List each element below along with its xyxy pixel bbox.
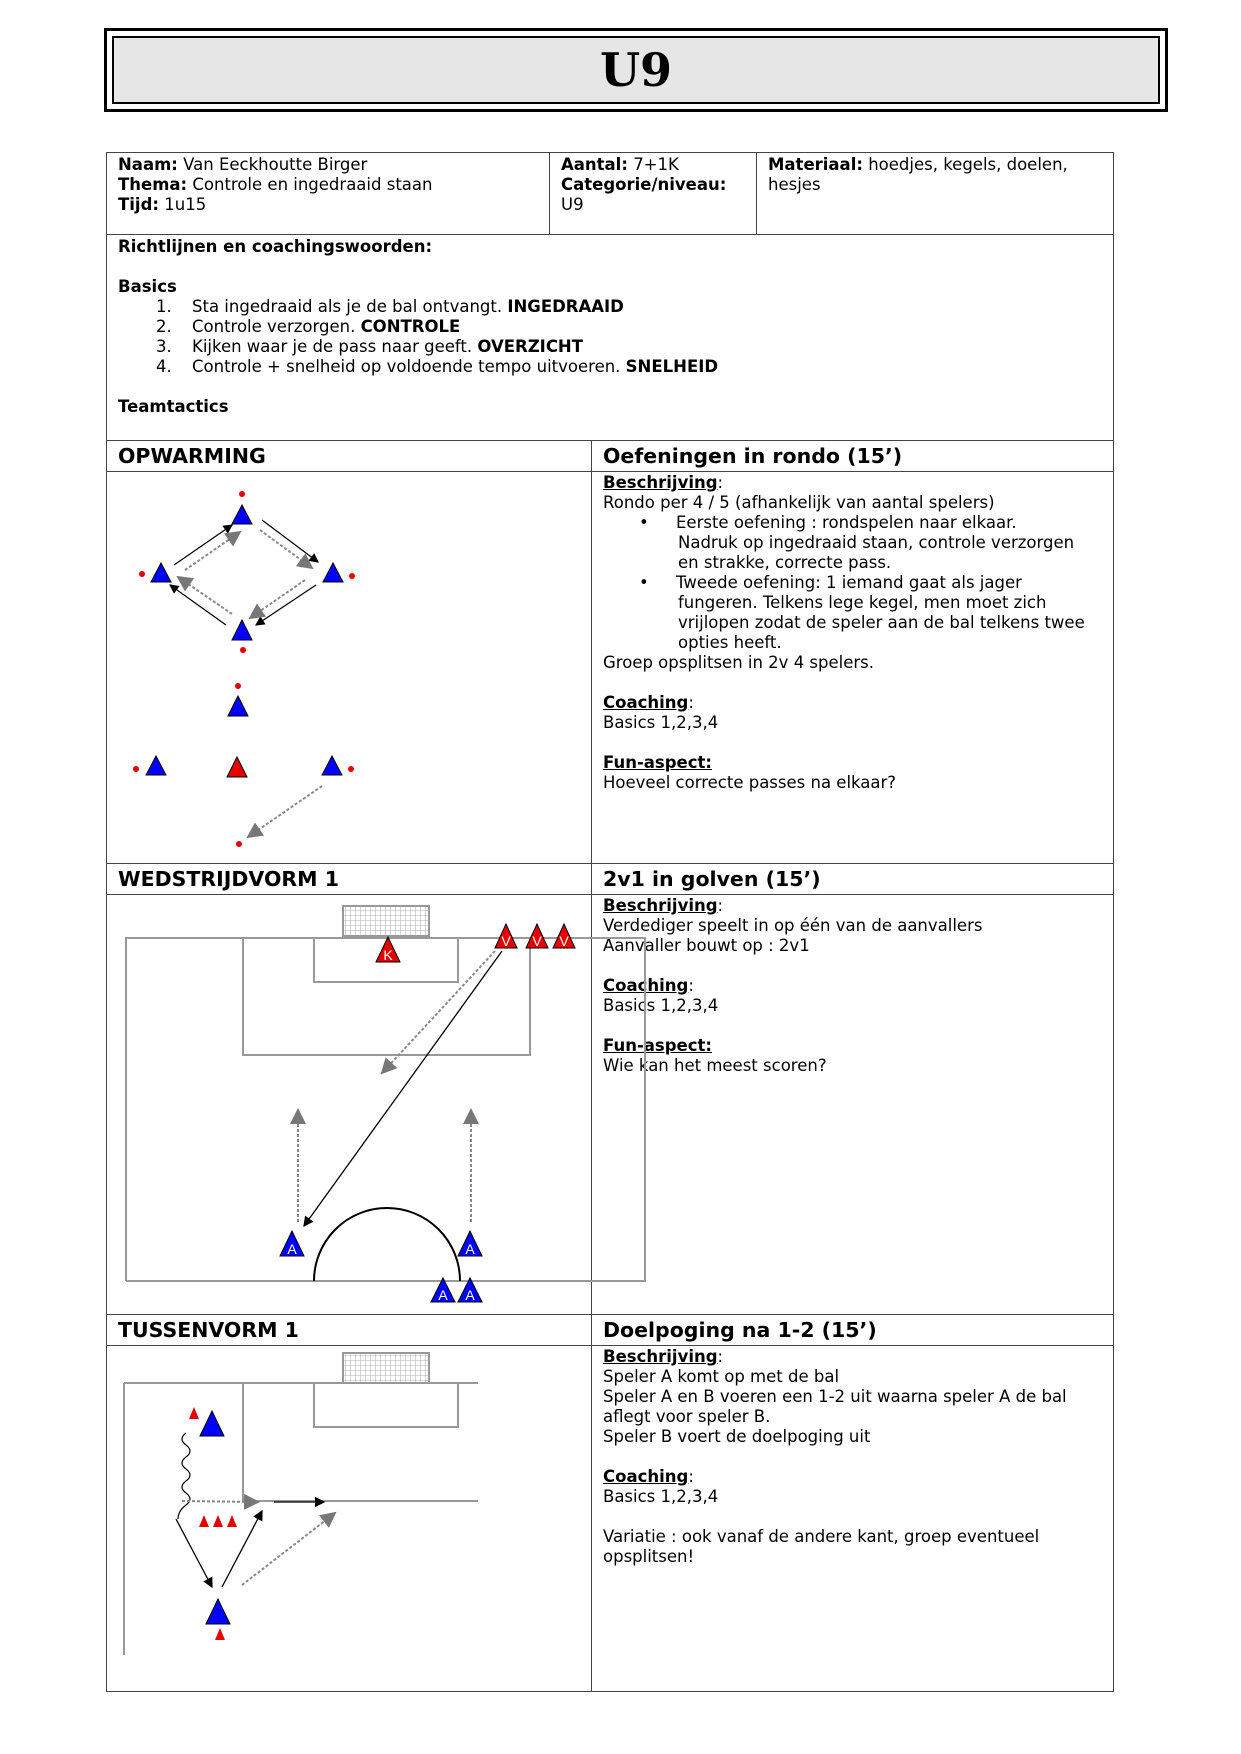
description-line: Verdediger speelt in op één van de aanvallers xyxy=(603,916,983,935)
attacker-label: A xyxy=(438,1287,448,1303)
description-line: Rondo per 4 / 5 (afhankelijk van aantal spelers) xyxy=(603,493,995,512)
attacker-label: A xyxy=(465,1287,475,1303)
section-title: OPWARMING xyxy=(118,444,266,468)
fun-label: Fun-aspect: xyxy=(603,753,713,772)
one-two-arrows xyxy=(176,1433,335,1587)
materiaal-value-1: hoedjes, kegels, doelen, xyxy=(868,155,1068,174)
coaching-value: Basics 1,2,3,4 xyxy=(603,1487,719,1506)
variation-line: opsplitsen! xyxy=(603,1547,695,1566)
coaching-value: Basics 1,2,3,4 xyxy=(603,996,719,1015)
defender-label: V xyxy=(501,933,511,949)
list-keyword: OVERZICHT xyxy=(477,337,583,356)
coaching-label: Coaching xyxy=(603,693,689,712)
basics-heading: Basics xyxy=(118,277,177,296)
tijd-value: 1u15 xyxy=(164,195,207,214)
beschrijving-label: Beschrijving xyxy=(603,1347,718,1366)
bullet-text: Tweede oefening: 1 iemand gaat als jager xyxy=(676,573,1022,592)
thema-label: Thema: xyxy=(118,175,188,194)
bullet-text: en strakke, correcte pass. xyxy=(678,553,892,572)
materiaal-value-2: hesjes xyxy=(768,175,821,194)
coaching-label: Coaching xyxy=(603,1467,689,1486)
section-2-text-cell: Beschrijving: Verdediger speelt in op één van de aanvallers Aanvaller bouwt op : 2v1 Coaching: Basics 1,2,3,4 Fun-aspect: Wie kan het meest scoren? xyxy=(591,894,1114,1315)
fun-value: Hoeveel correcte passes na elkaar? xyxy=(603,773,897,792)
list-text: Controle verzorgen. xyxy=(192,317,361,336)
naam-label: Naam: xyxy=(118,155,178,174)
keeper-label: K xyxy=(383,947,393,963)
variation-line: Variatie : ook vanaf de andere kant, groep eventueel xyxy=(603,1527,1040,1546)
pitch-lines xyxy=(124,1353,478,1655)
bullet-text: opties heeft. xyxy=(678,633,782,652)
thema-value: Controle en ingedraaid staan xyxy=(192,175,433,194)
teamtactics-heading: Teamtactics xyxy=(118,397,229,416)
bullet-item: • Tweede oefening: 1 iemand gaat als jager fungeren. Telkens lege kegel, men moet zich vrijlopen zodat de speler aan de bal telkens twee opties heeft. xyxy=(603,573,1102,653)
list-text: Controle + snelheid op voldoende tempo uitvoeren. xyxy=(192,357,626,376)
description-line: Speler B voert de doelpoging uit xyxy=(603,1427,871,1446)
list-keyword: INGEDRAAID xyxy=(507,297,624,316)
categorie-value: U9 xyxy=(561,195,584,214)
description-line: Aanvaller bouwt op : 2v1 xyxy=(603,936,810,955)
section-1-text-cell: Beschrijving: Rondo per 4 / 5 (afhankelijk van aantal spelers) • Eerste oefening : rondspelen naar elkaar. Nadruk op ingedraaid staan, controle verzorgen en strakke, correcte pass. • Tweede oefening: 1 iemand gaat als jager fungeren. Telkens lege kegel, men moet zich vrijlopen zodat de speler aan de bal telkens twee opties heeft. Groep opsplitsen in 2v 4 spelers. Coaching: Basics 1,2,3,4 Fun-aspect: Hoeveel correcte passes na elkaar? xyxy=(591,471,1114,864)
attacker-label: A xyxy=(287,1241,297,1257)
coaching-label: Coaching xyxy=(603,976,689,995)
page-title: U9 xyxy=(599,43,673,97)
description-line: Speler A komt op met de bal xyxy=(603,1367,840,1386)
guidelines-heading: Richtlijnen en coachingswoorden: xyxy=(118,237,433,256)
defender-label: V xyxy=(532,933,542,949)
aantal-label: Aantal: xyxy=(561,155,628,174)
bullet-text: Nadruk op ingedraaid staan, controle verzorgen xyxy=(678,533,1075,552)
aantal-value: 7+1K xyxy=(633,155,679,174)
one-two-players xyxy=(189,1397,237,1640)
bullet-text: vrijlopen zodat de speler aan de bal telkens twee xyxy=(678,613,1085,632)
bullet-text: fungeren. Telkens lege kegel, men moet zich xyxy=(678,593,1047,612)
list-keyword: CONTROLE xyxy=(360,317,461,336)
exercise-title: Oefeningen in rondo (15’) xyxy=(603,444,903,468)
section-title: TUSSENVORM 1 xyxy=(118,1318,299,1342)
bullet-text: Eerste oefening : rondspelen naar elkaar. xyxy=(676,513,1017,532)
beschrijving-label: Beschrijving xyxy=(603,896,718,915)
attacker-label: A xyxy=(465,1241,475,1257)
fun-value: Wie kan het meest scoren? xyxy=(603,1056,827,1075)
list-keyword: SNELHEID xyxy=(625,357,719,376)
description-line: Speler A en B voeren een 1-2 uit waarna speler A de bal xyxy=(603,1387,1067,1406)
description-line: Groep opsplitsen in 2v 4 spelers. xyxy=(603,653,875,672)
categorie-label: Categorie/niveau: xyxy=(561,175,727,194)
list-number: 3. xyxy=(156,337,172,356)
list-text: Sta ingedraaid als je de bal ontvangt. xyxy=(192,297,508,316)
exercise-title: 2v1 in golven (15’) xyxy=(603,867,821,891)
list-number: 1. xyxy=(156,297,172,316)
exercise-title: Doelpoging na 1-2 (15’) xyxy=(603,1318,877,1342)
list-number: 2. xyxy=(156,317,172,336)
beschrijving-label: Beschrijving xyxy=(603,473,718,492)
materiaal-label: Materiaal: xyxy=(768,155,863,174)
naam-value: Van Eeckhoutte Birger xyxy=(183,155,368,174)
description-line: aflegt voor speler B. xyxy=(603,1407,771,1426)
fun-label: Fun-aspect: xyxy=(603,1036,713,1055)
bullet-item: • Eerste oefening : rondspelen naar elkaar. Nadruk op ingedraaid staan, controle verzorgen en strakke, correcte pass. xyxy=(603,513,1102,573)
list-number: 4. xyxy=(156,357,172,376)
coaching-value: Basics 1,2,3,4 xyxy=(603,713,719,732)
section-title: WEDSTRIJDVORM 1 xyxy=(118,867,339,891)
defender-label: V xyxy=(559,933,569,949)
section-3-text-cell: Beschrijving: Speler A komt op met de bal Speler A en B voeren een 1-2 uit waarna speler A de bal aflegt voor speler B. Speler B voert de doelpoging uit Coaching: Basics 1,2,3,4 Variatie : ook vanaf de andere kant, groep eventueel opsplitsen! xyxy=(591,1345,1114,1692)
tijd-label: Tijd: xyxy=(118,195,159,214)
list-text: Kijken waar je de pass naar geeft. xyxy=(192,337,478,356)
